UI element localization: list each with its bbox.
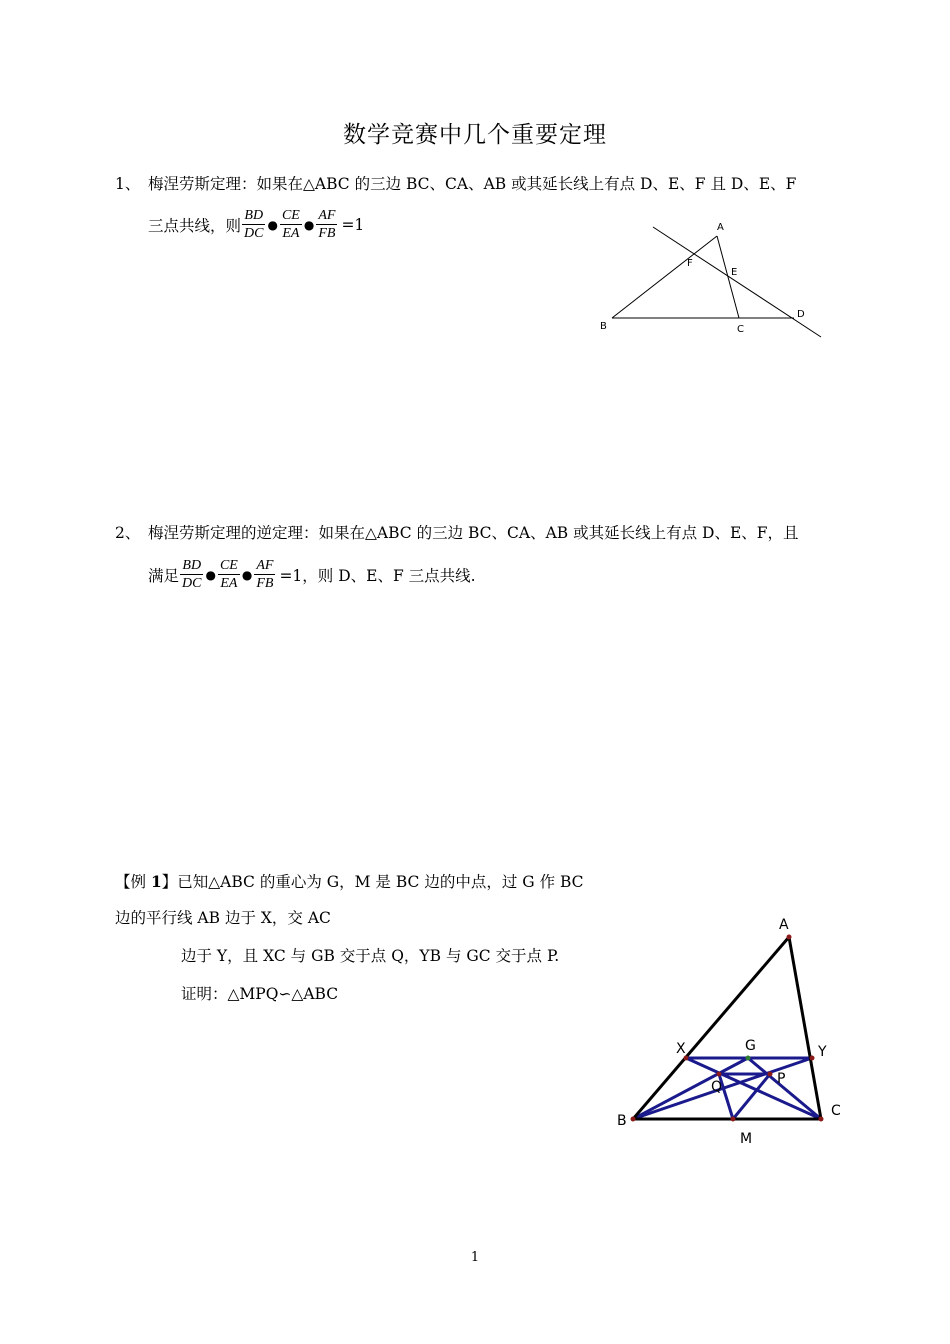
label-g: G [745,1038,756,1054]
point-c [819,1117,824,1122]
point-a [787,935,792,940]
fraction-denominator: DC [182,576,202,591]
segment-ac [789,937,821,1119]
fraction-bd-dc [180,557,203,592]
section-2-line-1: 梅涅劳斯定理的逆定理：如果在△ABC 的三边 BC、CA、AB 或其延长线上有点 D、E、F，且 [148,524,799,542]
menelaus-figure [590,210,840,350]
fraction-denominator: FB [318,226,336,241]
multiply-dot: ● [303,217,315,232]
point-y [810,1056,815,1061]
fraction-denominator: EA [220,576,238,591]
fraction-denominator: EA [282,226,300,241]
fraction-numerator: AF [318,208,336,223]
label-x: X [676,1041,686,1057]
fraction-denominator: FB [256,576,274,591]
example-tag-open: 【例 [115,873,151,891]
fraction-numerator: BD [182,558,202,573]
label-y: Y [818,1044,827,1060]
label-a: A [779,917,789,933]
fraction-ce-ea [218,557,240,592]
example-tag-close: 】 [161,873,178,891]
label-c: C [737,324,744,335]
multiply-dot: ● [241,567,253,582]
fraction-af-fb [254,557,275,592]
section-2-prefix: 满足 [148,566,180,585]
fraction-af-fb [316,207,337,242]
page-title: 数学竞赛中几个重要定理 [343,122,607,148]
section-1-suffix: =1 [341,215,365,234]
section-1-number: 1、 [115,175,141,193]
point-b [631,1117,636,1122]
segment-xc [686,1058,821,1119]
centroid-figure [610,910,850,1150]
multiply-dot: ● [205,567,216,582]
example-tag-number: 1 [150,872,162,891]
label-a: A [717,222,724,233]
example-1-line-1 [115,871,584,893]
multiply-dot: ● [267,217,278,232]
fraction-denominator: DC [244,226,264,241]
example-1-line-3: 边于 Y，且 XC 与 GB 交于点 Q，YB 与 GC 交于点 P. [181,947,560,965]
label-d: D [797,309,805,320]
label-f: F [687,258,693,269]
page-number: 1 [470,1250,480,1265]
example-1-line-4: 证明：△MPQ∽△ABC [181,985,339,1003]
label-b: B [617,1113,627,1129]
outer-triangle [633,937,821,1119]
example-1-statement: 已知△ABC 的重心为 G，M 是 BC 边的中点，过 G 作 BC [177,873,584,891]
label-m: M [740,1131,753,1147]
example-1-line-2: 边的平行线 AB 边于 X，交 AC [115,909,331,927]
point-g [746,1056,751,1061]
section-1-line-1: 梅涅劳斯定理：如果在△ABC 的三边 BC、CA、AB 或其延长线上有点 D、E、F 且 D、E、F [148,175,797,193]
segment-ba [612,236,717,318]
point-q [717,1072,722,1077]
section-1-equation [148,207,364,242]
fraction-ce-ea [280,207,302,242]
section-2-suffix: =1，则 D、E、F 三点共线. [279,566,476,585]
section-1-prefix: 三点共线，则 [148,216,242,235]
label-e: E [731,267,738,278]
fraction-bd-dc [242,207,265,242]
inner-lines [633,1058,821,1119]
label-q: Q [711,1079,723,1095]
point-m [731,1117,736,1122]
label-b: B [600,321,607,332]
label-c: C [831,1103,841,1119]
fraction-numerator: AF [256,558,274,573]
fraction-numerator: CE [219,558,238,573]
fraction-numerator: CE [281,208,300,223]
point-p [768,1072,773,1077]
section-2-equation [148,557,476,592]
section-2-number: 2、 [115,524,141,542]
label-p: P [777,1071,786,1087]
transversal-line [653,227,821,337]
fraction-numerator: BD [244,208,264,223]
